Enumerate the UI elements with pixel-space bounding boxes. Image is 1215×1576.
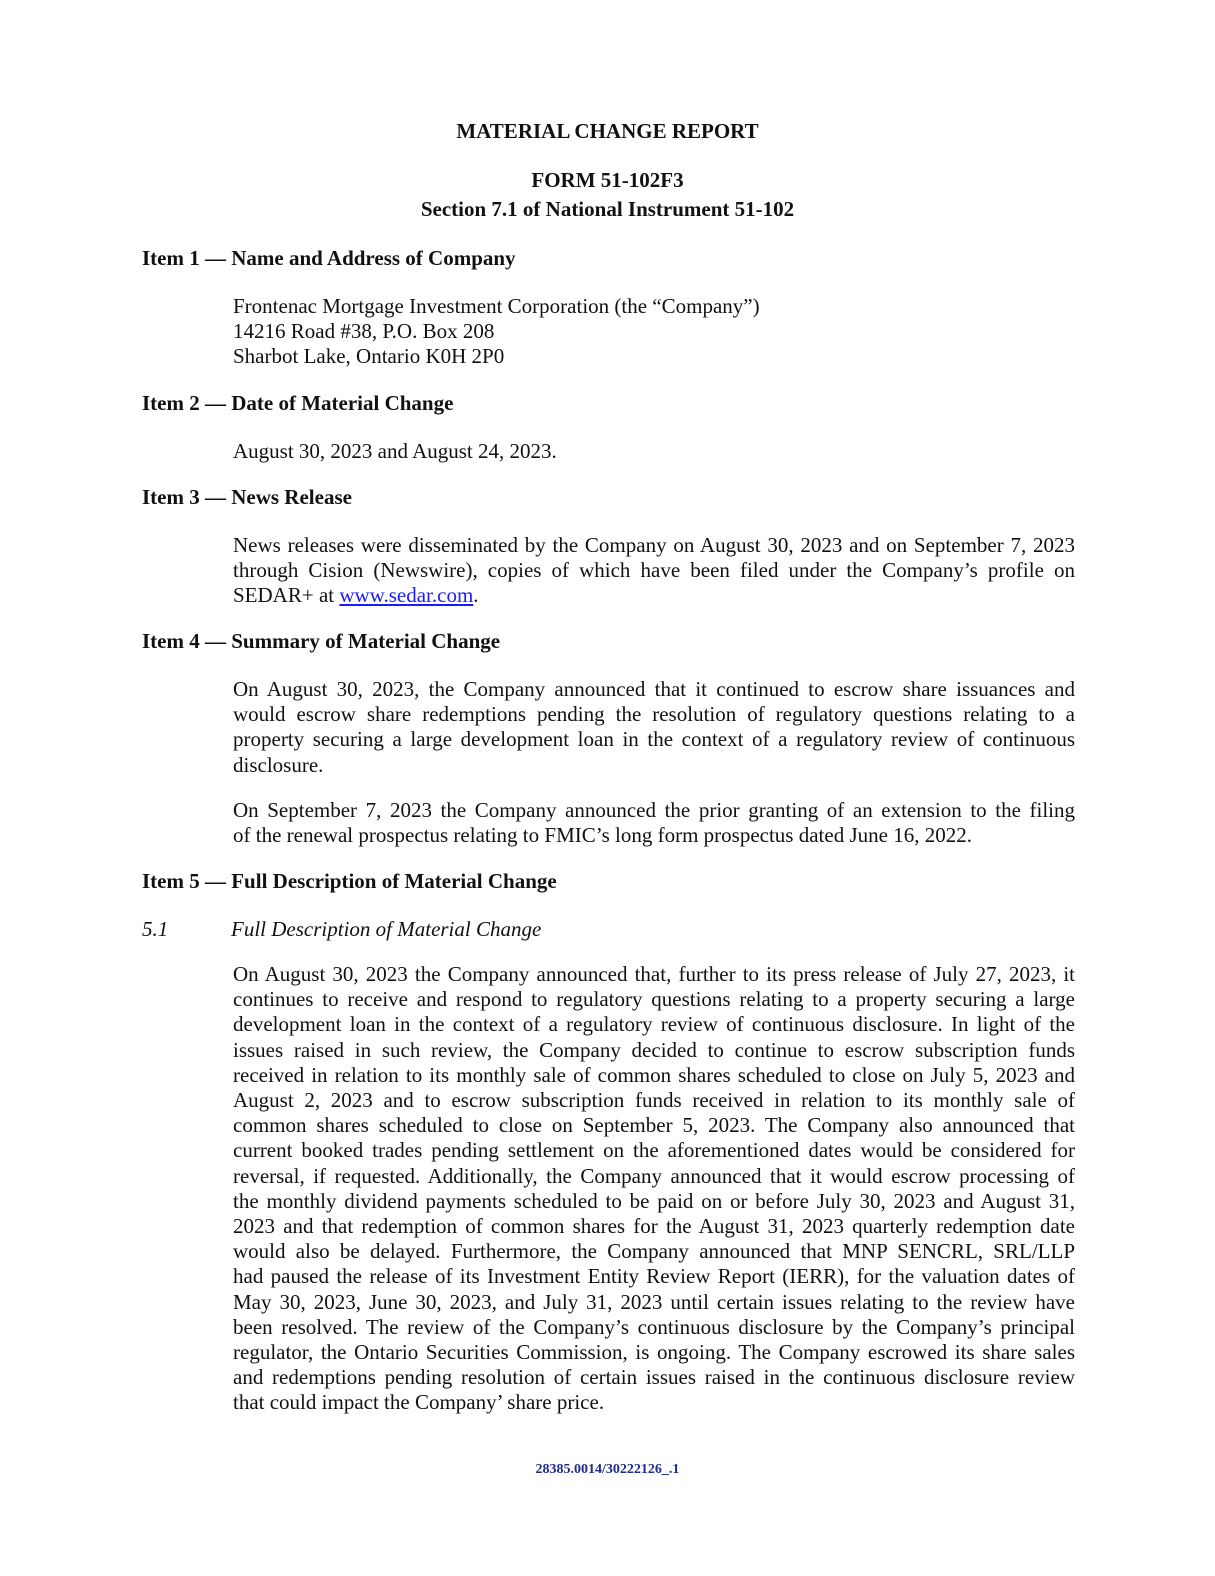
sedar-suffix: .: [473, 583, 479, 608]
paragraph-line: property securing a large development loan in the context of a regulatory review of continuous: [233, 727, 1075, 752]
item2-heading: Item 2 — Date of Material Change: [142, 391, 454, 415]
sedar-link[interactable]: www.sedar.com: [339, 583, 474, 608]
address-line: Frontenac Mortgage Investment Corporation (the “Company”): [233, 294, 760, 318]
paragraph-line: disclosure.: [233, 752, 324, 777]
item5-heading: Item 5 — Full Description of Material Change: [142, 869, 557, 893]
paragraph-line: issues raised in such review, the Company decided to continue to escrow subscription funds: [233, 1037, 1075, 1062]
paragraph-line: that could impact the Company’ share price.: [233, 1390, 605, 1415]
address-line: 14216 Road #38, P.O. Box 208: [233, 319, 495, 344]
paragraph-line: [233, 583, 1075, 608]
paragraph-line: had paused the release of its Investment Entity Review Report (IERR), for the valuation dates of: [233, 1264, 1075, 1289]
paragraph-line: News releases were disseminated by the Company on August 30, 2023 and on September 7, 2023: [233, 533, 1075, 557]
summary-paragraph-2: [233, 798, 1075, 848]
news-release-paragraph: [233, 533, 1075, 609]
item1-heading: Item 1 — Name and Address of Company: [142, 246, 516, 270]
paragraph-line: On September 7, 2023 the Company announced the prior granting of an extension to the filing: [233, 798, 1075, 822]
material-change-date: [233, 439, 1075, 464]
form-number: FORM 51-102F3: [531, 168, 684, 192]
company-address: [233, 294, 1075, 370]
paragraph-line: current booked trades pending settlement on the aforementioned dates would be considered for: [233, 1138, 1075, 1163]
paragraph-line: On August 30, 2023 the Company announced that, further to its press release of July 27, 2023, it: [233, 962, 1075, 986]
paragraph-line: through Cision (Newswire), copies of which have been filed under the Company’s profile on: [233, 558, 1075, 583]
paragraph-line: would escrow share redemptions pending the resolution of regulatory questions relating to a: [233, 702, 1075, 727]
item4-heading: Item 4 — Summary of Material Change: [142, 629, 501, 653]
paragraph-line: On August 30, 2023, the Company announced that it continued to escrow share issuances and: [233, 677, 1075, 701]
paragraph-line: of the renewal prospectus relating to FMIC’s long form prospectus dated June 16, 2022.: [233, 823, 972, 848]
paragraph-line: May 30, 2023, June 30, 2023, and July 31, 2023 until certain issues relating to the review have: [233, 1289, 1075, 1314]
paragraph-line: common shares scheduled to close on September 5, 2023. The Company also announced that: [233, 1113, 1075, 1138]
paragraph-line: development loan in the context of a regulatory review of continuous disclosure. In light of the: [233, 1012, 1075, 1037]
full-description-paragraph: [233, 962, 1075, 1416]
subsection-number: 5.1: [142, 917, 169, 941]
item3-heading: Item 3 — News Release: [142, 485, 352, 509]
paragraph-line: the monthly dividend payments scheduled to be paid on or before July 30, 2023 and August 31,: [233, 1188, 1075, 1213]
summary-paragraph-1: [233, 677, 1075, 778]
sedar-prefix: SEDAR+ at: [233, 583, 340, 608]
paragraph-line: been resolved. The review of the Company’s continuous disclosure by the Company’s principal: [233, 1314, 1075, 1339]
paragraph-line: would also be delayed. Furthermore, the Company announced that MNP SENCRL, SRL/LLP: [233, 1239, 1075, 1264]
paragraph-line: August 2, 2023 and to escrow subscription funds received in relation to its monthly sale of: [233, 1088, 1075, 1113]
paragraph-line: continues to receive and respond to regulatory questions relating to a property securing a large: [233, 987, 1075, 1012]
date-text: August 30, 2023 and August 24, 2023.: [233, 439, 557, 463]
document-id-footer: 28385.0014/30222126_.1: [535, 1462, 680, 1477]
address-line: Sharbot Lake, Ontario K0H 2P0: [233, 344, 505, 369]
paragraph-line: reversal, if requested. Additionally, the Company announced that it would escrow processing of: [233, 1163, 1075, 1188]
section-reference: Section 7.1 of National Instrument 51-102: [420, 197, 795, 221]
subsection-title: Full Description of Material Change: [231, 917, 542, 941]
paragraph-line: regulator, the Ontario Securities Commission, is ongoing. The Company escrowed its share sales: [233, 1340, 1075, 1365]
paragraph-line: and redemptions pending resolution of certain issues raised in the continuous disclosure review: [233, 1365, 1075, 1390]
paragraph-line: received in relation to its monthly sale of common shares scheduled to close on July 5, 2023 and: [233, 1062, 1075, 1087]
paragraph-line: 2023 and that redemption of common shares for the August 31, 2023 quarterly redemption date: [233, 1214, 1075, 1239]
report-title: MATERIAL CHANGE REPORT: [456, 119, 759, 143]
